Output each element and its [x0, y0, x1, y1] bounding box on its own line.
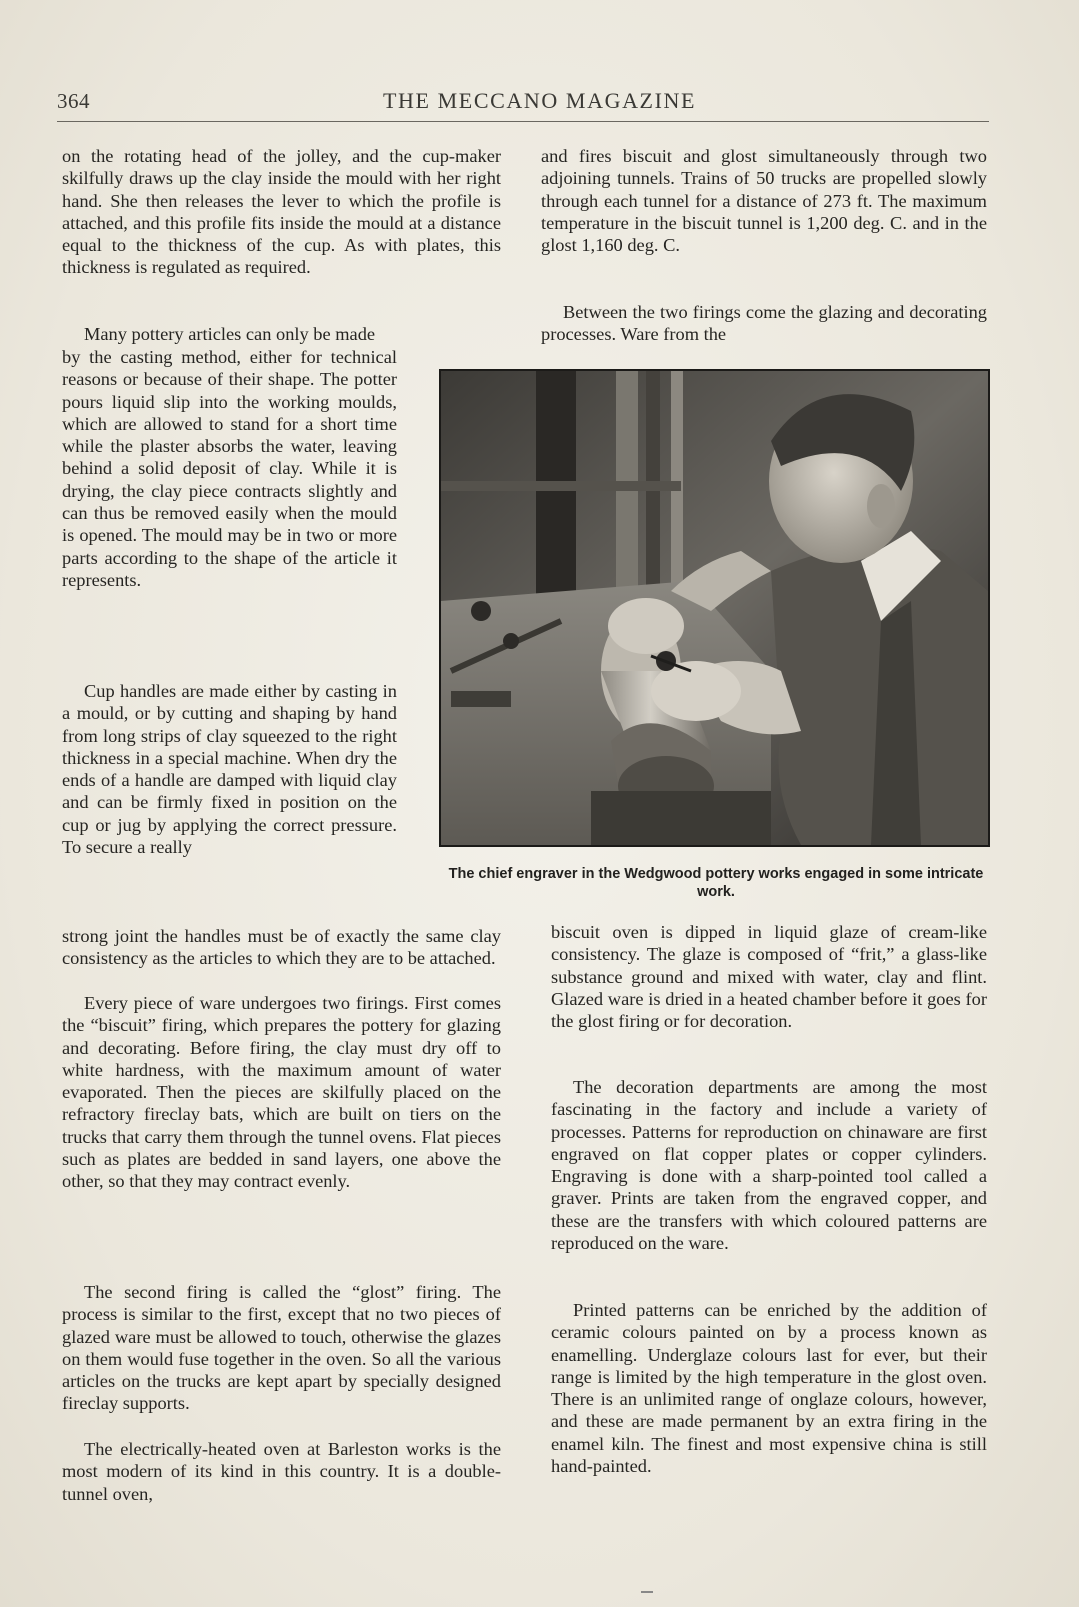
left-paragraph-1: on the rotating head of the jolley, and the cup-maker skilfully draws up the clay inside the mould with her right hand. She then releases the lever to which the profile is attached, and this profile fits inside the mould at a distance equal to the thickness of the cup. As with plates, this thickness is regulated as required. [62, 146, 501, 278]
print-speck [641, 1591, 653, 1593]
photo-caption: The chief engraver in the Wedgwood pottery works engaged in some intricate work. [448, 866, 984, 900]
right-paragraph-2: Between the two firings come the glazing and decorating processes. Ware from the [541, 302, 987, 345]
engraver-photograph [439, 369, 990, 847]
left-paragraph-4: Every piece of ware undergoes two firings. First comes the “biscuit” firing, which prepares the pottery for glazing and decorating. Before firing, the clay must dry off to white hardness, with the maximum amount of water evaporated. Then the pieces are skilfully placed on the refractory fireclay bats, which are built on tiers on the trucks that carry them through the tunnel ovens. Flat pieces such as plates are bedded in sand layers, one above the other, so that they may contract evenly. [62, 993, 501, 1192]
header-rule [57, 121, 989, 122]
left-paragraph-3-wrapped: Cup handles are made either by casting in a mould, or by cutting and shaping by hand from long strips of clay squeezed to the right thickness in a special machine. When dry the ends of a handle are damped with liquid clay and can be firmly fixed in position on the cup or jug by applying the correct pressure. To secure a really [62, 681, 397, 858]
right-paragraph-1: and fires biscuit and glost simultaneously through two adjoining tunnels. Trains of 50 trucks are propelled slowly through each tunnel for a distance of 273 ft. The maximum temperature in the biscuit tunnel is 1,200 deg. C. and in the glost 1,160 deg. C. [541, 146, 987, 256]
left-paragraph-3-tail: strong joint the handles must be of exactly the same clay consistency as the articles to which they are to be attached. [62, 926, 501, 969]
running-title: THE MECCANO MAGAZINE [382, 88, 697, 113]
page-number: 364 [57, 89, 90, 113]
left-paragraph-2-wrapped: by the casting method, either for technical reasons or because of their shape. The potter pours liquid slip into the working moulds, which are allowed to stand for a short time while the plaster absorbs the water, leaving behind a solid deposit of clay. While it is drying, the clay piece contracts slightly and can thus be removed easily when the mould is opened. The mould may be in two or more parts according to the shape of the article it represents. [62, 347, 397, 590]
right-paragraph-3: biscuit oven is dipped in liquid glaze of cream-like consistency. The glaze is composed of “frit,” a glass-like substance ground and mixed with water, clay and flint. Glazed ware is dried in a heated chamber before it goes for the glost firing or for decoration. [551, 922, 987, 1032]
left-paragraph-6: The electrically-heated oven at Barleston works is the most modern of its kind in this country. It is a double-tunnel oven, [62, 1439, 501, 1504]
left-paragraph-5: The second firing is called the “glost” firing. The process is similar to the first, except that no two pieces of glazed ware must be allowed to touch, otherwise the glazes on them would fuse together in the oven. So all the various articles on the trucks are kept apart by specially designed fireclay supports. [62, 1282, 501, 1414]
right-paragraph-4: The decoration departments are among the most fascinating in the factory and include a variety of processes. Patterns for reproduction on chinaware are first engraved on flat copper plates or copper cylinders. Engraving is done with a sharp-pointed tool called a graver. Prints are taken from the engraved copper, and these are the transfers with which coloured patterns are reproduced on the ware. [551, 1077, 987, 1254]
left-paragraph-2-lead: Many pottery articles can only be made [84, 324, 376, 344]
right-paragraph-5: Printed patterns can be enriched by the addition of ceramic colours painted on by a process known as enamelling. Underglaze colours last for ever, but their range is limited by the high temperature in the glost oven. There is an unlimited range of onglaze colours, however, and these are made permanent by an extra firing in the enamel kiln. The finest and most expensive china is still hand-painted. [551, 1300, 987, 1477]
